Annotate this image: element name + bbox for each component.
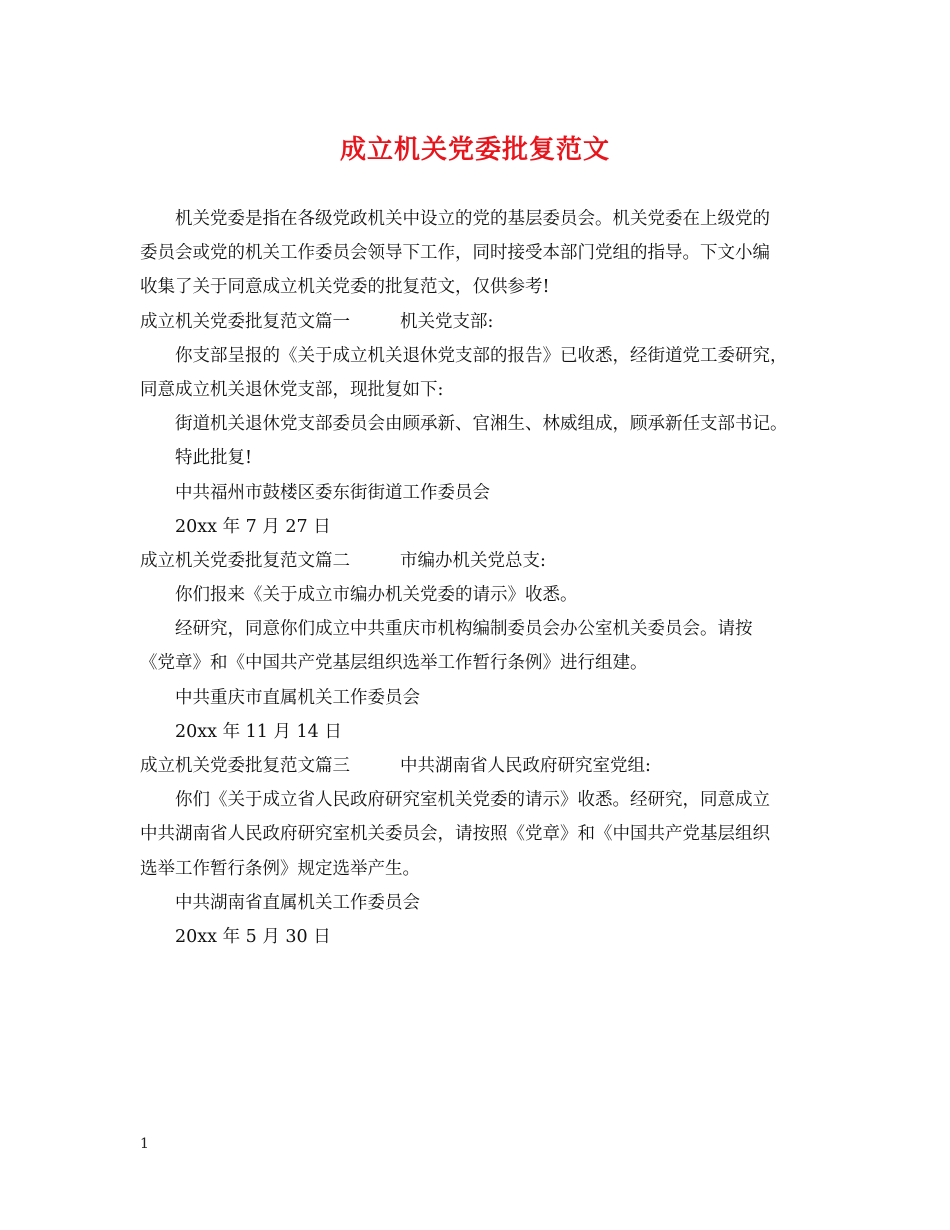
paragraph-line: 同意成立机关退休党支部，现批复如下:: [140, 379, 444, 400]
paragraph-line: 选举工作暂行条例》规定选举产生。: [140, 858, 420, 879]
paragraph-line: 中共湖南省人民政府研究室机关委员会，请按照《党章》和《中国共产党基层组织: [140, 824, 770, 845]
date-line: 20xx 年 5 月 30 日: [175, 926, 331, 947]
document-body: [140, 202, 820, 954]
intro-line: 委员会或党的机关工作委员会领导下工作，同时接受本部门党组的指导。下文小编: [140, 243, 770, 264]
sample1-recipient: 机关党支部:: [400, 311, 494, 332]
sample-heading-line: [140, 544, 820, 578]
sample-heading-line: [140, 749, 820, 783]
issuer-line: 中共福州市鼓楼区委东街街道工作委员会: [175, 482, 490, 503]
paragraph-line: 街道机关退休党支部委员会由顾承新、官湘生、林威组成，顾承新任支部书记。: [175, 414, 788, 435]
sample1-heading: 成立机关党委批复范文篇一: [140, 311, 350, 332]
intro-line: 机关党委是指在各级党政机关中设立的党的基层委员会。机关党委在上级党的: [175, 209, 770, 229]
sample2-recipient: 市编办机关党总支:: [400, 550, 546, 571]
paragraph-line: 《党章》和《中国共产党基层组织选举工作暂行条例》进行组建。: [140, 653, 648, 674]
sample3-recipient: 中共湖南省人民政府研究室党组:: [400, 756, 651, 776]
issuer-line: 中共湖南省直属机关工作委员会: [175, 892, 420, 913]
intro-line: 收集了关于同意成立机关党委的批复范文，仅供参考!: [140, 277, 550, 298]
paragraph-line: 你们《关于成立省人民政府研究室机关党委的请示》收悉。经研究，同意成立: [175, 790, 770, 811]
document-title: 成立机关党委批复范文: [339, 135, 610, 165]
date-line: 20xx 年 7 月 27 日: [175, 516, 331, 537]
sample2-heading: 成立机关党委批复范文篇二: [140, 550, 350, 571]
paragraph-line: 特此批复!: [175, 448, 253, 469]
date-line: 20xx 年 11 月 14 日: [175, 721, 342, 742]
issuer-line: 中共重庆市直属机关工作委员会: [175, 687, 420, 708]
page-number: 1: [140, 1136, 149, 1152]
paragraph-line: 经研究，同意你们成立中共重庆市机构编制委员会办公室机关委员会。请按: [175, 619, 753, 640]
paragraph-line: 你们报来《关于成立市编办机关党委的请示》收悉。: [175, 585, 578, 606]
sample-heading-line: [140, 305, 820, 339]
paragraph-line: 你支部呈报的《关于成立机关退休党支部的报告》已收悉，经街道党工委研究，: [175, 345, 788, 366]
sample3-heading: 成立机关党委批复范文篇三: [140, 756, 350, 776]
